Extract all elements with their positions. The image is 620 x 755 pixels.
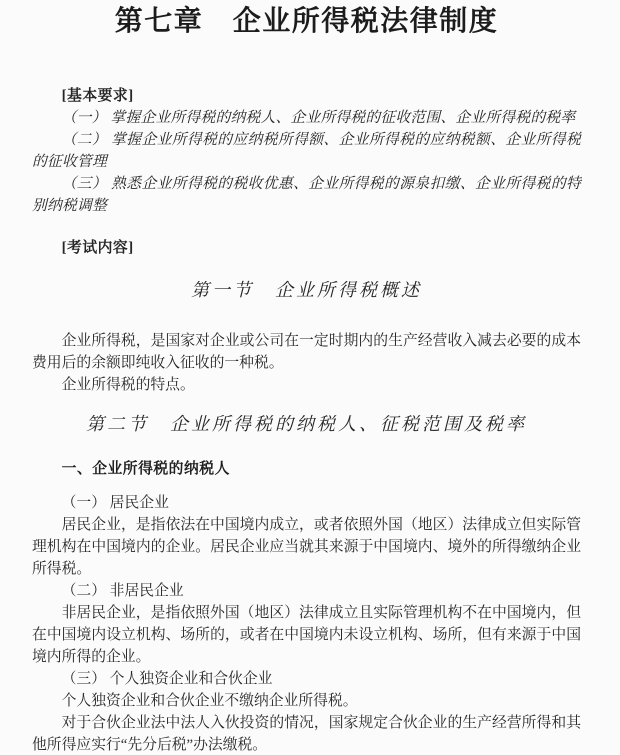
basic-requirements-section xyxy=(32,85,581,217)
section-1-paragraph-2: 企业所得税的特点。 xyxy=(61,377,195,393)
paragraph-sole-proprietorship-partnership: 个人独资企业和合伙企业不缴纳企业所得税。 xyxy=(61,693,358,709)
subitem-heading-nonresident-enterprise: （二） 非居民企业 xyxy=(61,583,184,599)
section-2-heading: 第二节 企业所得税的纳税人、征税范围及税率 xyxy=(86,414,527,434)
basic-requirement-item-3: （三） 熟悉企业所得税的税收优惠、企业所得税的源泉扣缴、企业所得税的特别纳税调整 xyxy=(32,176,581,214)
paragraph-nonresident-enterprise: 非居民企业，是指依照外国（地区）法律成立且实际管理机构不在中国境内，但在中国境内设立机构、场所的，或者在中国境内未设立机构、场所，但有来源于中国境内所得的企业。 xyxy=(32,605,581,665)
section-1 xyxy=(32,277,581,396)
subsection-1-heading: 一、企业所得税的纳税人 xyxy=(61,461,230,477)
basic-requirement-item-2: （二） 掌握企业所得税的应纳税所得额、企业所得税的应纳税额、企业所得税的征收管理 xyxy=(32,132,581,170)
paragraph-partnership-tax-method: 对于合伙企业法中法人入伙投资的情况，国家规定合伙企业的生产经营所得和其他所得应实行“先分后税”办法缴税。 xyxy=(32,715,581,753)
chapter-title: 第七章 企业所得税法律制度 xyxy=(114,6,499,37)
section-2 xyxy=(32,411,581,755)
exam-content-label: [考试内容] xyxy=(61,240,134,256)
basic-requirement-item-1: （一） 掌握企业所得税的纳税人、企业所得税的征收范围、企业所得税的税率 xyxy=(61,110,576,126)
subitem-heading-sole-proprietorship-partnership: （三） 个人独资企业和合伙企业 xyxy=(61,671,273,687)
section-1-heading: 第一节 企业所得税概述 xyxy=(191,280,422,300)
section-1-paragraph-1: 企业所得税，是国家对企业或公司在一定时期内的生产经营收入减去必要的成本费用后的余额即纯收入征收的一种税。 xyxy=(32,333,581,371)
basic-requirements-label: [基本要求] xyxy=(61,88,134,104)
subitem-heading-resident-enterprise: （一） 居民企业 xyxy=(61,495,169,511)
paragraph-resident-enterprise: 居民企业，是指依法在中国境内成立，或者依照外国（地区）法律成立但实际管理机构在中国境内的企业。居民企业应当就其来源于中国境内、境外的所得缴纳企业所得税。 xyxy=(32,517,581,577)
